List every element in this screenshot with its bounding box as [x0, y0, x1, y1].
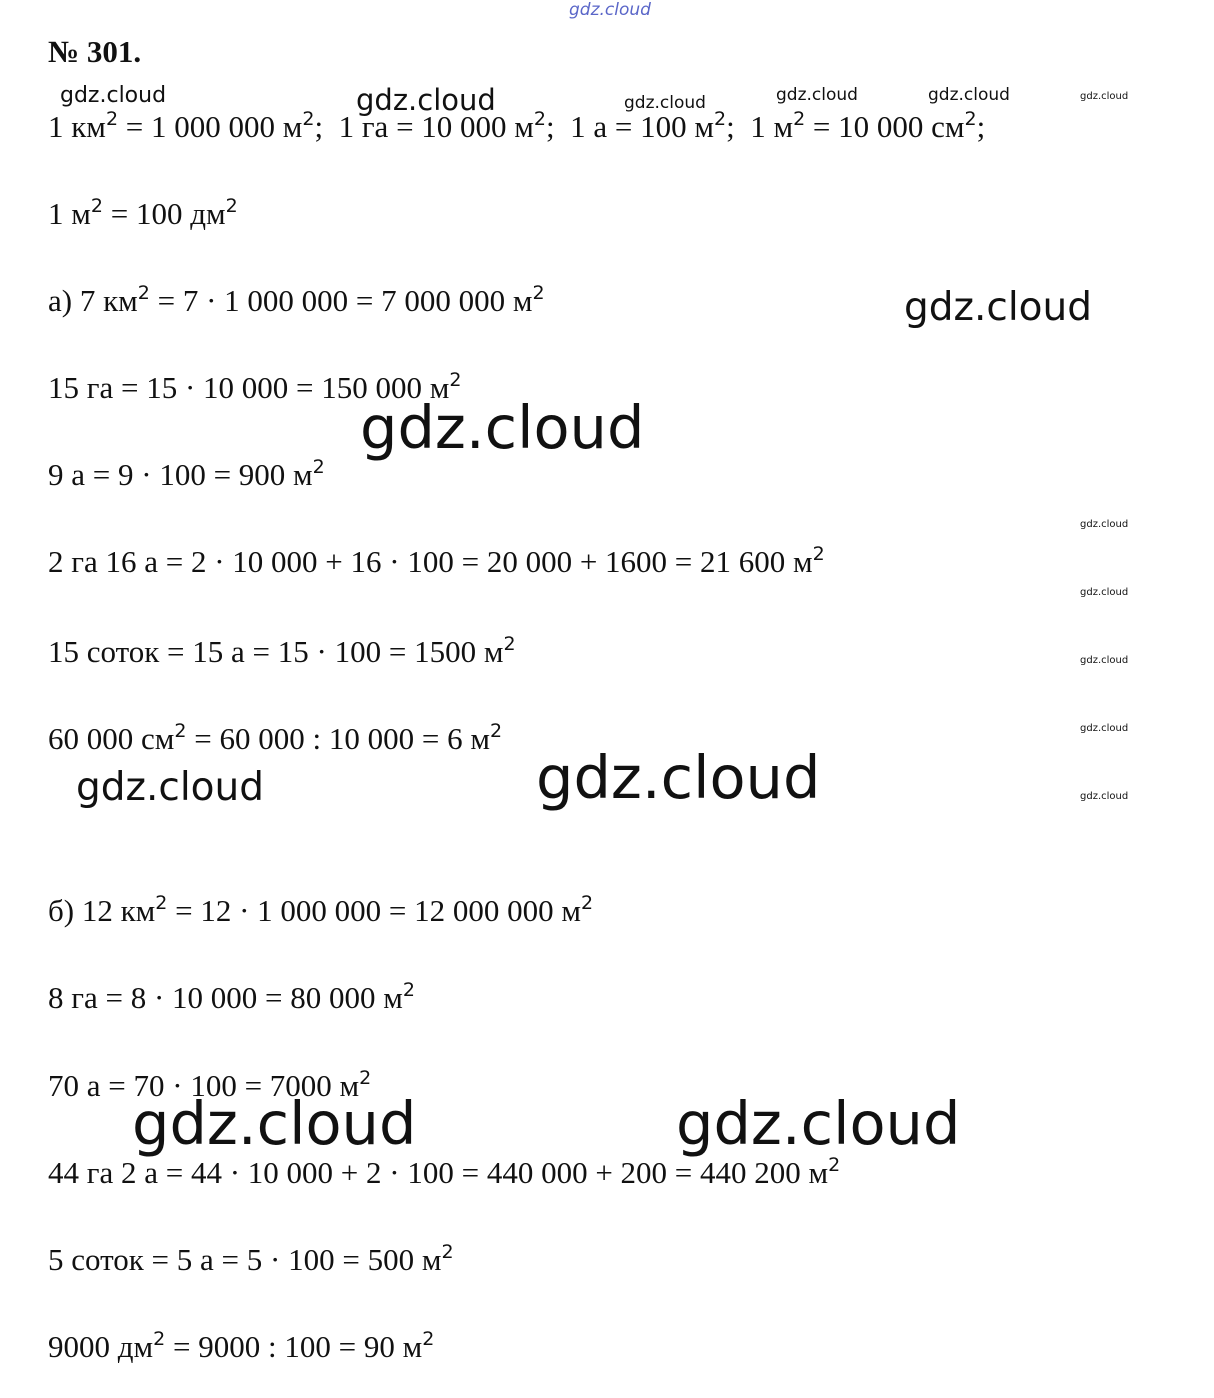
watermark: gdz.cloud	[624, 93, 706, 113]
formula-line-def1: 1 $км^2 = 1$ 000 000 $м^2$; 1 га = 10 000 $м^2$; 1 а = 100 $м^2$; 1 $м^2 = 10$ 000 $см^2$;	[48, 108, 986, 144]
formula-line-b4: 44 га 2 а = 44 · 10 000 + 2 · 100 = 440 000 + 200 = 440 200 $м^2$	[48, 1154, 841, 1190]
formula-line-a1: а) 7 $км^2 = 7 \cdot 1$ 000 000 = 7 000 000 $м^2$	[48, 282, 545, 318]
watermark: gdz.cloud	[1080, 791, 1129, 802]
watermark: gdz.cloud	[1080, 519, 1129, 530]
formula-line-b5: 5 соток = 5 а = 5 · 100 = 500 $м^2$	[48, 1241, 454, 1277]
watermark: gdz.cloud	[904, 285, 1092, 330]
formula-line-a6: 60 000 $см^2 = 60$ 000 : 10 000 = 6 $м^2$	[48, 720, 503, 756]
formula-line-def2: 1 $м^2 = 100$ $дм^2$	[48, 195, 238, 231]
watermark: gdz.cloud	[928, 85, 1010, 105]
formula-line-a5: 15 соток = 15 а = 15 · 100 = 1500 $м^2$	[48, 633, 516, 669]
watermark: gdz.cloud	[1080, 587, 1129, 598]
formula-line-b2: 8 га = 8 · 10 000 = 80 000 $м^2$	[48, 979, 415, 1015]
watermark: gdz.cloud	[1080, 723, 1129, 734]
watermark: gdz.cloud	[536, 743, 821, 812]
watermark: gdz.cloud	[776, 85, 858, 105]
formula-line-a4: 2 га 16 а = 2 · 10 000 + 16 · 100 = 20 000 + 1600 = 21 600 $м^2$	[48, 543, 825, 579]
formula-line-a2: 15 га = 15 · 10 000 = 150 000 $м^2$	[48, 369, 462, 405]
formula-line-a3: 9 а = 9 · 100 = 900 $м^2$	[48, 456, 325, 492]
watermark: gdz.cloud	[60, 83, 167, 108]
top-watermark: gdz.cloud	[569, 0, 651, 20]
watermark: gdz.cloud	[132, 1089, 417, 1158]
watermark: gdz.cloud	[360, 393, 645, 462]
watermark: gdz.cloud	[76, 765, 264, 810]
formula-line-b1: б) 12 $км^2 = 12 \cdot 1$ 000 000 = 12 000 000 $м^2$	[48, 892, 594, 928]
exercise-heading: № 301.	[48, 34, 142, 69]
watermark: gdz.cloud	[1080, 91, 1129, 102]
formula-line-b3: 70 а = 70 · 100 = 7000 $м^2$	[48, 1067, 372, 1103]
formula-line-b6: 9000 $дм^2 = 9000$ : 100 = 90 $м^2$	[48, 1328, 435, 1364]
watermark: gdz.cloud	[676, 1089, 961, 1158]
watermark: gdz.cloud	[356, 83, 496, 117]
watermark: gdz.cloud	[1080, 655, 1129, 666]
